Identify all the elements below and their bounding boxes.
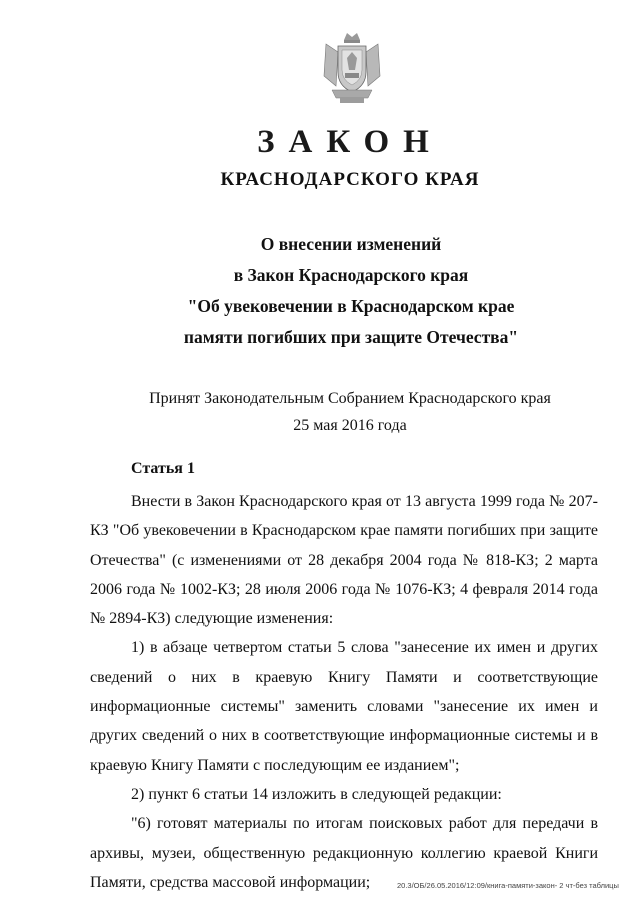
adoption-line: Принят Законодательным Собранием Краснодарского края bbox=[149, 390, 551, 407]
heading-line: О внесении изменений bbox=[260, 234, 442, 254]
article-paragraph: 2) пункт 6 статьи 14 изложить в следующей редакции: bbox=[131, 785, 502, 803]
article-paragraph: Внести в Закон Краснодарского края от 13 августа 1999 года № 207-КЗ "Об увековечении в Краснодарском крае памяти погибших при защите Отечества" (с изменениями от 28 декабря 2004 года № 818-КЗ; 2 марта 2006 года № 1002-КЗ; 28 июля 2006 года № 1076-КЗ; 4 февраля 2014 года № 2894-КЗ) следующие изменения: bbox=[90, 493, 598, 628]
heading-line: памяти погибших при защите Отечества" bbox=[183, 327, 519, 347]
adoption-date: 25 мая 2016 года bbox=[293, 417, 407, 434]
adoption-note bbox=[0, 385, 640, 439]
article-paragraph: 1) в абзаце четвертом статьи 5 слова "занесение их имен и других сведений о них в краевую Книгу Памяти и соответствующие информационные системы" заменить словами "занесение их имен и других сведений о них в соответствующие информационные системы и в краевую Книгу Памяти с последующим ее изданием"; bbox=[90, 639, 598, 774]
law-title: ЗАКОН bbox=[257, 124, 443, 160]
article-heading: Статья 1 bbox=[131, 460, 195, 477]
heading-line: в Закон Краснодарского края bbox=[233, 265, 469, 285]
law-subtitle: КРАСНОДАРСКОГО КРАЯ bbox=[220, 169, 480, 190]
article-paragraph: "6) готовят материалы по итогам поисковых работ для передачи в архивы, музеи, общественную редакционную коллегию краевой Книги Памяти, средства массовой информации; bbox=[90, 815, 598, 891]
article-body bbox=[90, 487, 598, 897]
law-heading bbox=[0, 229, 640, 353]
file-footer: 20.3/ОБ/26.05.2016/12:09/книга-памяти-закон- 2 чт-без таблицы bbox=[397, 881, 619, 890]
coat-of-arms-icon bbox=[318, 30, 386, 106]
heading-line: "Об увековечении в Краснодарском крае bbox=[187, 296, 515, 316]
